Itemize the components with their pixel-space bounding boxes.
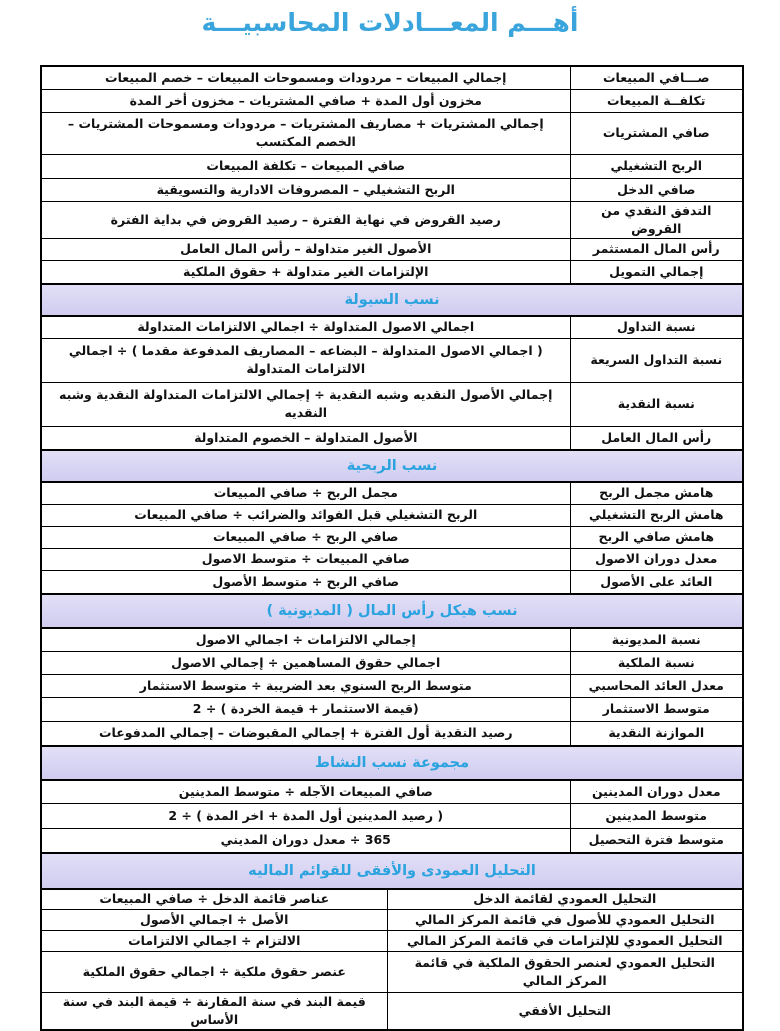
table-row <box>41 178 743 201</box>
row-name: هامش الربح التشغيلي <box>570 504 743 526</box>
section-header-activity <box>41 746 743 780</box>
row-equation: إجمالي الأصول النقديه وشبه النقدية ÷ إجمالي الالتزامات المتداولة النقدية وشبه النقديه <box>41 382 570 426</box>
row-equation: رصيد القروض في نهاية الفترة – رصيد القروض في بداية الفترة <box>41 201 570 238</box>
table-row <box>41 426 743 450</box>
row-name: التحليل الأفقي <box>387 992 743 1030</box>
row-name: التدفق النقدي من القروض <box>570 201 743 238</box>
section-header-profitability <box>41 450 743 482</box>
row-equation: ( رصيد المدينين أول المدة + اخر المدة ) ÷ 2 <box>41 803 570 828</box>
row-equation: صافي المبيعات ÷ متوسط الاصول <box>41 548 570 570</box>
row-name: معدل دوران المدينين <box>570 780 743 803</box>
table-row <box>41 382 743 426</box>
table-row <box>41 89 743 112</box>
row-equation: إجمالي الالتزامات ÷ اجمالي الاصول <box>41 628 570 651</box>
section-title: التحليل العمودى والأفقى للقوائم الماليه <box>41 853 743 889</box>
section-title: نسب هيكل رأس المال ( المديونية ) <box>41 594 743 628</box>
row-name: نسبة التداول <box>570 316 743 338</box>
row-equation: صافي المبيعات الآجله ÷ متوسط المدينين <box>41 780 570 803</box>
row-equation: ( اجمالي الاصول المتداولة – البضاعه – المصاريف المدفوعة مقدما ) ÷ اجمالي الالتزامات المتداولة <box>41 338 570 382</box>
row-name: الربح التشغيلي <box>570 154 743 178</box>
table-row <box>41 951 743 992</box>
row-equation: الأصل ÷ اجمالي الأصول <box>41 909 387 930</box>
row-name: إجمالي التمويل <box>570 260 743 284</box>
table-row <box>41 570 743 594</box>
row-equation: مخزون أول المدة + صافي المشتريات – مخزون أخر المدة <box>41 89 570 112</box>
row-equation: رصيد النقدية أول الفترة + إجمالي المقبوضات – إجمالي المدفوعات <box>41 721 570 746</box>
row-equation: صافي المبيعات – تكلفة المبيعات <box>41 154 570 178</box>
table-row <box>41 780 743 803</box>
row-name: التحليل العمودي لقائمة الدخل <box>387 889 743 909</box>
row-equation: اجمالي حقوق المساهمين ÷ إجمالي الاصول <box>41 651 570 674</box>
table-row <box>41 112 743 154</box>
table-row <box>41 674 743 697</box>
row-name: التحليل العمودي للأصول في قائمة المركز المالي <box>387 909 743 930</box>
row-equation: مجمل الربح ÷ صافي المبيعات <box>41 482 570 504</box>
row-name: هامش صافي الربح <box>570 526 743 548</box>
row-name: نسبة الملكية <box>570 651 743 674</box>
section-title: مجموعة نسب النشاط <box>41 746 743 780</box>
table-row <box>41 260 743 284</box>
row-name: صافي المشتريات <box>570 112 743 154</box>
row-name: صـــافي المبيعات <box>570 66 743 89</box>
table-row <box>41 504 743 526</box>
row-equation: الأصول المتداولة – الخصوم المتداولة <box>41 426 570 450</box>
table-row <box>41 66 743 89</box>
row-name: متوسط فترة التحصيل <box>570 828 743 853</box>
table-row <box>41 721 743 746</box>
row-equation: الإلتزامات الغير متداولة + حقوق الملكية <box>41 260 570 284</box>
table-row <box>41 651 743 674</box>
table-row <box>41 482 743 504</box>
table-row <box>41 889 743 909</box>
row-equation: إجمالي المشتريات + مصاريف المشتريات – مردودات ومسموحات المشتريات – الخصم المكتسب <box>41 112 570 154</box>
table-row <box>41 697 743 721</box>
row-name: نسبة التداول السريعة <box>570 338 743 382</box>
row-equation: إجمالي المبيعات – مردودات ومسموحات المبيعات – خصم المبيعات <box>41 66 570 89</box>
row-equation: الأصول الغير متداولة – رأس المال العامل <box>41 238 570 260</box>
row-name: التحليل العمودي للإلتزامات في قائمة المركز المالي <box>387 930 743 951</box>
row-name: الموازنة النقدية <box>570 721 743 746</box>
table-row <box>41 238 743 260</box>
section-title: نسب الربحية <box>41 450 743 482</box>
row-equation: الالتزام ÷ اجمالي الالتزامات <box>41 930 387 951</box>
table-row <box>41 628 743 651</box>
section-title: نسب السيولة <box>41 284 743 316</box>
row-equation: صافي الربح ÷ صافي المبيعات <box>41 526 570 548</box>
row-name: رأس المال المستثمر <box>570 238 743 260</box>
row-equation: اجمالي الاصول المتداولة ÷ اجمالي الالتزامات المتداولة <box>41 316 570 338</box>
table-row <box>41 154 743 178</box>
table-row <box>41 930 743 951</box>
section-header-capital-structure <box>41 594 743 628</box>
table-row <box>41 548 743 570</box>
row-equation: الربح التشغيلي – المصروفات الادارية والتسويقية <box>41 178 570 201</box>
row-name: نسبة النقدية <box>570 382 743 426</box>
page-title: أهـــم المعـــادلات المحاسبيـــة <box>201 8 579 37</box>
row-equation: عنصر حقوق ملكية ÷ اجمالي حقوق الملكية <box>41 951 387 992</box>
row-name: معدل العائد المحاسبي <box>570 674 743 697</box>
section-header-liquidity <box>41 284 743 316</box>
row-equation: صافي الربح ÷ متوسط الأصول <box>41 570 570 594</box>
row-name: متوسط الاستثمار <box>570 697 743 721</box>
table-row <box>41 316 743 338</box>
row-equation: 365 ÷ معدل دوران المديني <box>41 828 570 853</box>
table-row <box>41 828 743 853</box>
row-equation: قيمة البند في سنة المقارنة ÷ قيمة البند في سنة الأساس <box>41 992 387 1030</box>
row-name: نسبة المديونية <box>570 628 743 651</box>
table-row <box>41 338 743 382</box>
table-row <box>41 803 743 828</box>
section-header-analysis <box>41 853 743 889</box>
equations-table <box>40 65 744 1031</box>
table-row <box>41 201 743 238</box>
row-equation: الربح التشغيلي قبل الفوائد والضرائب ÷ صافي المبيعات <box>41 504 570 526</box>
row-equation: متوسط الربح السنوي بعد الضريبة ÷ متوسط الاستثمار <box>41 674 570 697</box>
row-name: هامش مجمل الربح <box>570 482 743 504</box>
row-name: رأس المال العامل <box>570 426 743 450</box>
row-name: تكلفــة المبيعات <box>570 89 743 112</box>
row-equation: (قيمة الاستثمار + قيمة الخردة ) ÷ 2 <box>41 697 570 721</box>
row-name: معدل دوران الاصول <box>570 548 743 570</box>
row-name: التحليل العمودي لعنصر الحقوق الملكية في قائمة المركز المالي <box>387 951 743 992</box>
row-equation: عناصر قائمة الدخل ÷ صافي المبيعات <box>41 889 387 909</box>
row-name: العائد على الأصول <box>570 570 743 594</box>
row-name: متوسط المدينين <box>570 803 743 828</box>
table-row <box>41 909 743 930</box>
row-name: صافي الدخل <box>570 178 743 201</box>
table-row <box>41 526 743 548</box>
